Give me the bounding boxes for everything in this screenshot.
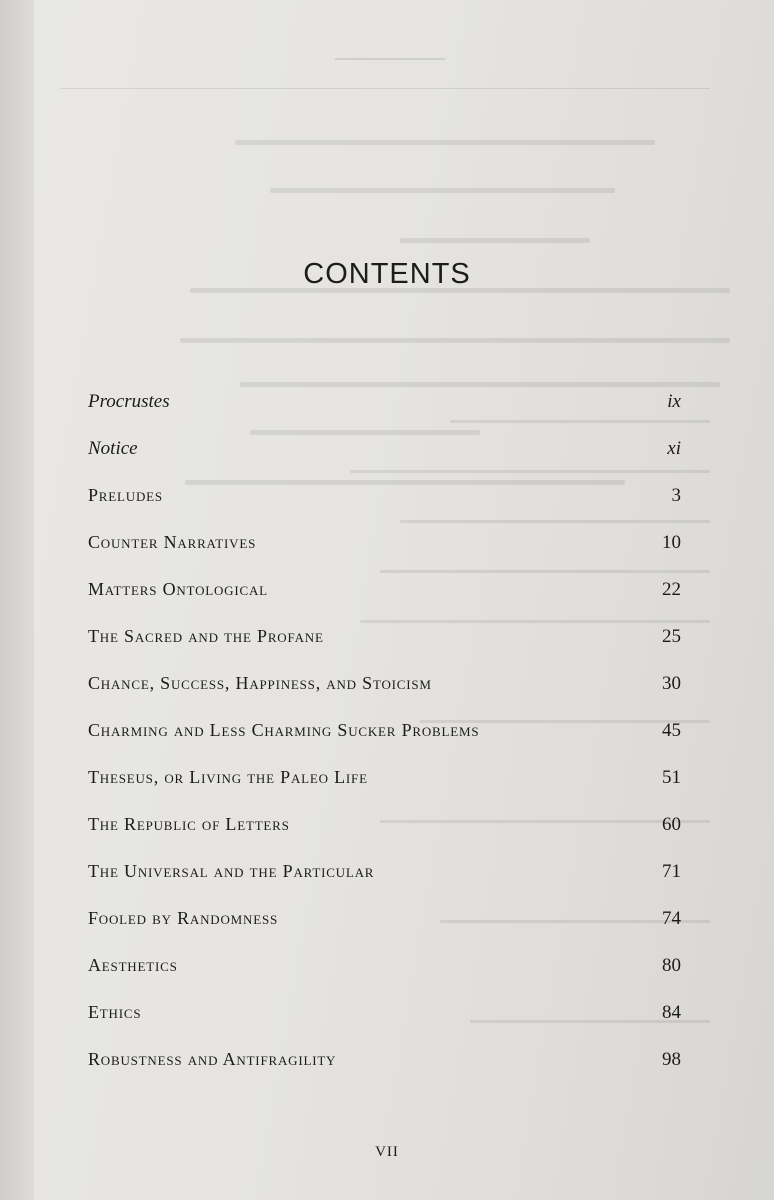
toc-entry-page: 60: [662, 814, 681, 835]
toc-entry: [88, 989, 693, 1036]
toc-entry-page: 84: [662, 1002, 681, 1023]
contents-heading: CONTENTS: [303, 258, 471, 290]
toc-entry-title: Procrustes: [88, 391, 170, 412]
toc-entry: [88, 1036, 693, 1083]
toc-entry-title: Matters Ontological: [88, 579, 268, 599]
toc-entry-page: 30: [662, 673, 681, 694]
page-folio: VII: [375, 1144, 399, 1160]
toc-entry-page: 80: [662, 955, 681, 976]
toc-entry-title: Ethics: [88, 1002, 142, 1022]
toc-entry: [88, 895, 693, 942]
toc-entry-page: 98: [662, 1049, 681, 1070]
toc-entry-title: The Republic of Letters: [88, 814, 290, 834]
toc-entry: [88, 378, 693, 425]
toc-entry-page: 22: [662, 579, 681, 600]
toc-entry-page: 3: [671, 485, 681, 506]
toc-entry-title: Notice: [88, 438, 138, 459]
toc-entry: [88, 801, 693, 848]
toc-entry-page: ix: [667, 391, 681, 412]
toc-entry: [88, 472, 693, 519]
table-of-contents: [88, 378, 693, 1083]
toc-entry-page: xi: [667, 438, 681, 459]
toc-entry: [88, 754, 693, 801]
toc-entry-page: 25: [662, 626, 681, 647]
toc-entry-title: Aesthetics: [88, 955, 178, 975]
toc-entry-title: Counter Narratives: [88, 532, 257, 552]
page-gutter: [0, 0, 34, 1200]
toc-entry-title: The Universal and the Particular: [88, 861, 375, 881]
toc-entry: [88, 519, 693, 566]
toc-entry-title: Robustness and Antifragility: [88, 1049, 337, 1069]
toc-entry-page: 45: [662, 720, 681, 741]
toc-entry-title: Fooled by Randomness: [88, 908, 279, 928]
toc-entry-title: Charming and Less Charming Sucker Problems: [88, 720, 480, 740]
toc-entry: [88, 566, 693, 613]
toc-entry-title: Theseus, or Living the Paleo Life: [88, 767, 368, 787]
toc-entry-page: 71: [662, 861, 681, 882]
toc-entry-title: The Sacred and the Profane: [88, 626, 324, 646]
toc-entry: [88, 425, 693, 472]
toc-entry: [88, 707, 693, 754]
toc-entry: [88, 660, 693, 707]
toc-entry: [88, 942, 693, 989]
toc-entry: [88, 848, 693, 895]
toc-entry-title: Preludes: [88, 485, 163, 505]
toc-entry-page: 10: [662, 532, 681, 553]
toc-entry-page: 74: [662, 908, 681, 929]
toc-entry: [88, 613, 693, 660]
toc-entry-page: 51: [662, 767, 681, 788]
toc-entry-title: Chance, Success, Happiness, and Stoicism: [88, 673, 432, 693]
